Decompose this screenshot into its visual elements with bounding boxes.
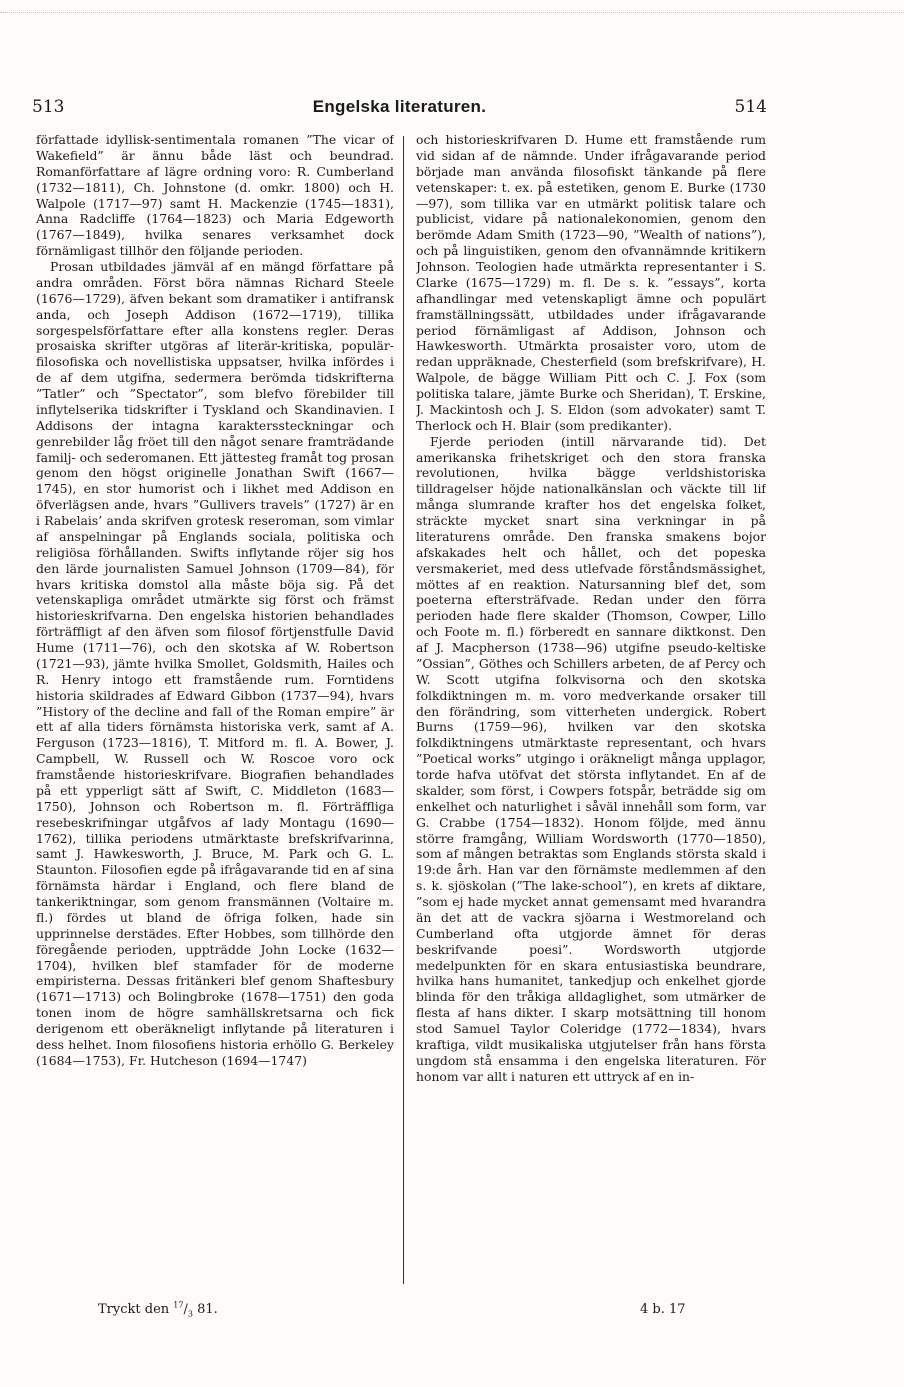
left-paragraph-2: Prosan utbildades jämväl af en mängd författare på andra områden. Först böra nämnas Richard Steele (1676—1729), äfven bekant som dramatiker i antifransk anda, och Joseph Addison (1672—1719), tillika sorgespelsförfattare efter alla konstens regler. Deras prosaiska skrifter utgöras af literär-kritiska, populär-filosofiska och novellistiska uppsatser, hvilka infördes i de af dem utgifna, sedermera berömda tidskrifterna ”Tatler” och ”Spectator”, som blefvo förebilder till inflytelserika tidskrifter i Tyskland och Skandinavien. I Addisons der intagna karakterssteckningar och genrebilder låg fröet till den något senare framträdande familj- och sederomanen. Ett jättesteg framåt tog prosan genom den högst originelle Jonathan Swift (1667—1745), en stor humorist och i likhet med Addison en öfverlägsen ande, hvars ”Gullivers travels” (1727) är en i Rabelais’ anda skrifven grotesk reseroman, som vimlar af anspelningar på Englands sociala, politiska och religiösa förhållanden. Swifts inflytande röjer sig hos den lärde journalisten Samuel Johnson (1709—84), för hvars kritiska domstol alla måste böja sig. På det vetenskapliga området utmärkte sig först och främst historieskrifvarna. Den engelska historien behandlades förträffligt af den äfven som filosof förtjenstfulle David Hume (1711—76), och den skotska af W. Robertson (1721—93), jämte hvilka Smollet, Goldsmith, Hailes och R. Henry intogo ett framstående rum. Forntidens historia skildrades af Edward Gibbon (1737—94), hvars ”History of the decline and fall of the Roman empire” är ett af alla tiders förnämsta historiska verk, samt af A. Ferguson (1723—1816), T. Mitford m. fl. A. Bower, J. Campbell, W. Russell och W. Roscoe voro ock framstående historieskrifvare. Biografien behandlades på ett ypperligt sätt af Swift, C. Middleton (1683—1750), Johnson och Robertson m. fl. Förträffliga resebeskrifningar utgåfvos af lady Montagu (1690—1762), tillika periodens utmärktaste brefskrifvarinna, samt J. Hawkesworth, J. Bruce, M. Park och G. L. Staunton. Filosofien egde på ifrågavarande tid en af sina förnämsta härdar i England, och flere bland de tankeriktningar, som genom fransmännen (Voltaire m. fl.) fördes ut bland de öfriga folken, hade sin upprinnelse derstädes. Efter Hobbes, som tillhörde den föregående perioden, uppträdde John Locke (1632—1704), hvilken blef stamfader för de moderne empiristerna. Dessas fritänkeri blef genom Shaftesbury (1671—1713) och Bolingbroke (1678—1751) den goda tonen inom de högre samhällskretsarna och fick derigenom ett oberäkneligt inflytande på literaturen i dess helhet. Inom filosofiens historia erhöllo G. Berkeley (1684—1753), Fr. Hutcheson (1694—1747) <box>36 259 394 1068</box>
page-header <box>32 97 767 123</box>
right-paragraph-2: Fjerde perioden (intill närvarande tid). Det amerikanska frihetskriget och den stora franska revolutionen, hvilka bägge verldshistoriska tilldragelser höjde nationalkänslan och väckte till lif många slumrande krafter hos det engelska folket, sträckte mycket snart sina verkningar in på literaturens område. Den franska smakens bojor afskakades helt och hållet, och det popeska versmakeriet, med dess utlefvade förståndsmässighet, möttes af en reaktion. Natursanning blef det, som poeterna eftersträfvade. Redan under den förra perioden hade flere skalder (Thomson, Cowper, Lillo och Foote m. fl.) förberedt en sannare diktkonst. Den af J. Macpherson (1738—96) utgifne pseudo-keltiske ”Ossian”, Göthes och Schillers arbeten, de af Percy och W. Scott utgifna folkvisorna och den skotska folkdiktningen m. m. voro medverkande orsaker till den förändring, som vitterheten undergick. Robert Burns (1759—96), hvilken var den skotska folkdiktningens utmärktaste representant, och hvars ”Poetical works” utgingo i oräkneligt många upplagor, torde hafva utöfvat det största inflytandet. En af de skalder, som först, i Cowpers fotspår, beträdde sig om enkelhet och naturlighet i såväl innehåll som form, var G. Crabbe (1754—1832). Honom följde, med ännu större framgång, William Wordsworth (1770—1850), som af mången betraktas som Englands största skald i 19:de årh. Han var den förnämste medlemmen af den s. k. sjöskolan (”The lake-school”), en krets af diktare, ”som ej hade mycket annat gemensamt med hvarandra än det att de vackra sjöarna i Westmoreland och Cumberland ofta utgjorde ämnet för deras beskrifvande poesi”. Wordsworth utgjorde medelpunkten för en skara entusiastiska beundrare, hvilka hans humanitet, tankedjup och enkelhet gjorde blinda för den tråkiga alldaglighet, som utmärker de flesta af hans dikter. I skarp motsättning till honom stod Samuel Taylor Coleridge (1772—1834), hvars kraftiga, vildt musikaliska utgjutelser från hans första ungdom stå ensamma i den engelska literaturen. För honom var allt i naturen ett uttryck af en in- <box>416 433 766 1084</box>
left-column <box>36 132 394 1332</box>
sheet-signature: 4 b. 17 <box>640 1302 686 1317</box>
left-paragraph-1: författade idyllisk-sentimentala romanen ”The vicar of Wakefield” är ännu både läst och beundrad. Romanförfattare af lägre ordning voro: R. Cumberland (1732—1811), Ch. Johnstone (d. omkr. 1800) och H. Walpole (1717—97) samt H. Mackenzie (1745—1831), Anna Radcliffe (1764—1823) och Maria Edgeworth (1767—1849), hvilka senares verksamhet dock förnämligast tillhör den följande perioden. <box>36 132 394 259</box>
page-number-right: 514 <box>734 97 767 117</box>
running-title: Engelska literaturen. <box>312 97 487 116</box>
print-date-month: 3 <box>187 1309 193 1319</box>
print-date-prefix: Tryckt den <box>98 1302 170 1317</box>
page-number-left: 513 <box>32 97 65 117</box>
right-column <box>416 132 766 1332</box>
column-divider <box>403 136 404 1284</box>
print-date-year: 81. <box>197 1302 218 1317</box>
print-date: Tryckt den $^{17}/_3$ 81. <box>98 1300 218 1319</box>
scan-edge-line <box>0 12 904 13</box>
print-date-day: 17 <box>173 1300 184 1310</box>
right-paragraph-1: och historieskrifvaren D. Hume ett framstående rum vid sidan af de nämnde. Under ifrågavarande period började man använda filosofiskt tänkande på flere vetenskaper: t. ex. på estetiken, genom E. Burke (1730—97), som tillika var en utmärkt politisk talare och publicist, vidare på nationalekonomien, genom den berömde Adam Smith (1723—90, ”Wealth of nations”), och på linguistiken, genom den ofvannämnde kritikern Johnson. Teologien hade utmärkta representanter i S. Clarke (1675—1729) m. fl. De s. k. ”essays”, korta afhandlingar med vetenskapligt ämne och populärt framställningssätt, utbildades under ifrågavarande period förnämligast af Addison, Johnson och Hawkesworth. Utmärkta prosaister voro, utom de redan uppräknade, Chesterfield (som brefskrifvare), H. Walpole, de bägge William Pitt och C. J. Fox (som politiska talare, jämte Burke och Sheridan), T. Erskine, J. Mackintosh och J. S. Eldon (som advokater) samt T. Therlock och H. Blair (som predikanter). <box>416 132 766 433</box>
